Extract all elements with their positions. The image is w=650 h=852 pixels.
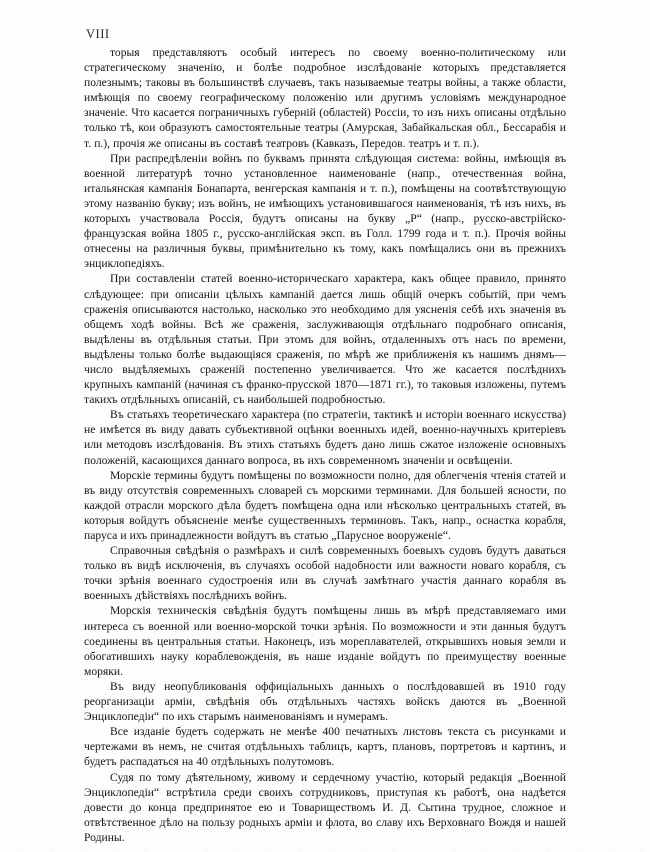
body-text-column [84,45,566,845]
paragraph: Въ виду неопубликованія оффиціальныхъ данныхъ о послѣдовавшей въ 1910 году реорганизаціи арміи, свѣдѣнія объ отдѣльныхъ частяхъ войскъ даются въ „Военной Энциклопедіи“ по ихъ старымъ наименованіямъ и нумерамъ. [84,679,566,724]
paragraph: При распредѣленіи войнъ по буквамъ принята слѣдующая система: войны, имѣющія въ военной литературѣ точно установленное наименованіе (напр., отечественная война, итальянская кампанія Бонапарта, венгерская кампанія и т. п.), помѣщены на соотвѣтствующую этому названію букву; изъ войнъ, не имѣющихъ установившагося наименованія, тѣ изъ нихъ, въ которыхъ участвовала Россія, будутъ описаны на букву „Р“ (напр., русско-австрійско-французская война 1805 г., русско-англійская эксп. въ Голл. 1799 года и т. п.). Прочія войны отнесены на различныя буквы, примѣнительно къ тому, какъ помѣщались они въ прежнихъ энциклопедіяхъ. [84,151,566,271]
paragraph: Въ статьяхъ теоретическаго характера (по стратегіи, тактикѣ и исторіи военнаго искусства) не имѣется въ виду давать субъективной оцѣнки военныхъ идей, военно-научныхъ критеріевъ или методовъ изслѣдованія. Въ этихъ статьяхъ будетъ дано лишь сжатое изложеніе основныхъ положеній, касающихся даннаго вопроса, въ ихъ современномъ значеніи и освѣщеніи. [84,408,566,467]
paragraph: Морскіе термины будутъ помѣщены по возможности полно, для облегченія чтенія статей и въ виду отсутствія современныхъ словарей съ морскими терминами. Для большей ясности, по каждой отрасли морского дѣла будетъ помѣщена одна или нѣсколько центральныхъ статей, въ которыя войдутъ объясненіе менѣе существенныхъ терминовъ. Такъ, напр., оснастка корабля, паруса и ихъ принадлежности войдутъ въ статью „Парусное вооруженіе“. [84,468,566,542]
page-number: VIII [86,27,110,41]
paragraph: Справочныя свѣдѣнія о размѣрахъ и силѣ современныхъ боевыхъ судовъ будутъ даваться только въ видѣ исключенія, въ случаяхъ особой надобности или важности новаго корабля, съ точки зрѣнія военнаго судостроенія или въ случаѣ замѣтнаго участія даннаго корабля въ военныхъ дѣйствіяхъ послѣднихъ войнъ. [84,544,566,603]
paragraph: Судя по тому дѣятельному, живому и сердечному участію, который редакція „Военной Энциклопедіи“ встрѣтила среди своихъ сотрудниковъ, приступая къ работѣ, она надѣется довести до конца предпринятое ею и Товариществомъ И. Д. Сытина трудное, сложное и отвѣтственное дѣло на пользу родныхъ арміи и флота, во славу ихъ Верховнаго Вождя и нашей Родины. [84,770,566,844]
paragraph: Морскія техническія свѣдѣнія будутъ помѣщены лишь въ мѣрѣ представляемаго ими интереса съ военной или военно-морской точки зрѣнія. По возможности и эти данныя будутъ соединены въ центральныя статьи. Наконецъ, изъ мореплавателей, открывшихъ новыя земли и обогатившихъ науку кораблевожденія, въ наше изданіе войдутъ по преимуществу военные моряки. [84,604,566,678]
paragraph: Все изданіе будетъ содержать не менѣе 400 печатныхъ листовъ текста съ рисунками и чертежами въ немъ, не считая отдѣльныхъ таблицъ, картъ, плановъ, портретовъ и картинъ, и будетъ распадаться на 40 отдѣльныхъ полутомовъ. [84,725,566,769]
paragraph: торыя представляютъ особый интересъ по своему военно-политическому или стратегическому значенію, и болѣе подробное изслѣдованіе которыхъ представляется полезнымъ; таковы въ большинствѣ случаевъ, такъ называемые театры войны, а также области, имѣющія по своему географическому положенію или другимъ условіямъ международное значеніе. Что касается пограничныхъ губерній (областей) Россіи, то изъ нихъ описаны отдѣльно только тѣ, кои образуютъ самостоятельные театры (Амурская, Забайкальская обл., Бессарабія и т. п.), прочія же описаны въ составѣ театровъ (Кавказъ, Передов. театръ и т. п.). [84,46,566,150]
paragraph: При составленіи статей военно-историческаго характера, какъ общее правило, принято слѣдующее: при описаніи цѣлыхъ кампаній дается лишь общій очеркъ событій, при чемъ сраженія описываются настолько, насколько это необходимо для уясненія себѣ ихъ значенія въ общемъ ходѣ войны. Всѣ же сраженія, заслуживающія отдѣльнаго подробнаго описанія, выдѣлены въ отдѣльныя статьи. При этомъ для войнъ, отдаленныхъ отъ насъ по времени, выдѣлены только болѣе выдающіяся сраженія, по мѣрѣ же приближенія къ нашимъ днямъ—число выдѣляемыхъ сраженій постепенно увеличивается. Что же касается послѣднихъ крупныхъ кампаній (начиная съ франко-прусской 1870—1871 гг.), то таковыя изложены, путемъ такихъ отдѣльныхъ описаній, съ наибольшей подробностью. [84,272,566,407]
